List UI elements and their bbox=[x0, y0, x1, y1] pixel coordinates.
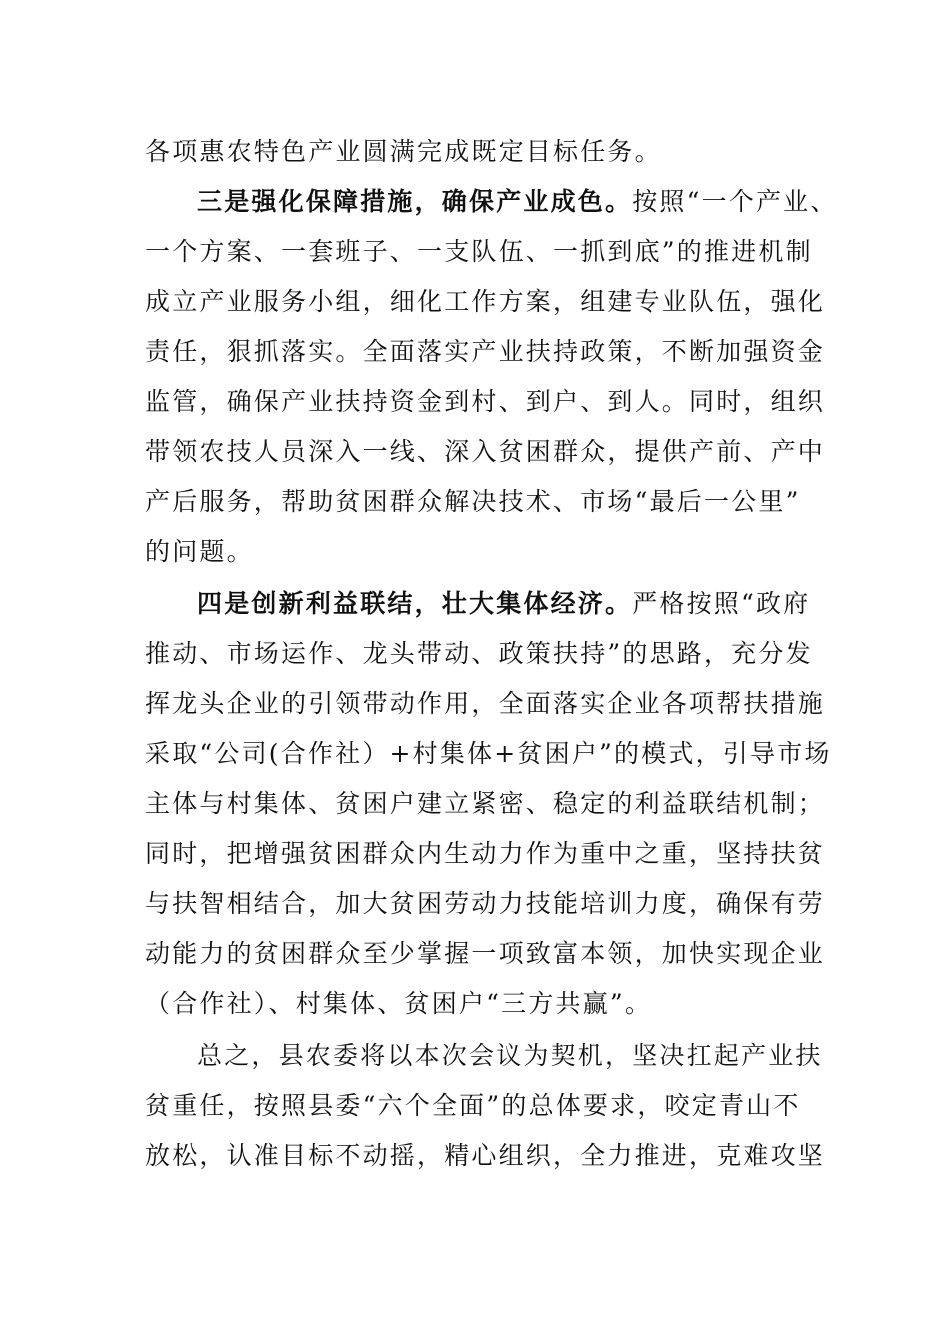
text-line: 产后服务，帮助贫困群众解决技术、市场“最后一公里” bbox=[145, 487, 801, 516]
paragraph-heading-line bbox=[197, 182, 838, 222]
text-line: 一个方案、一套班子、一支队伍、一抓到底”的推进机制 bbox=[145, 237, 813, 266]
text-line: 监管，确保产业扶持资金到村、到户、到人。同时，组织 bbox=[145, 387, 826, 416]
text-line: 主体与村集体、贫困户建立紧密、稳定的利益联结机制； bbox=[145, 789, 826, 818]
text-line: 推动、市场运作、龙头带动、政策扶持”的思路，充分发 bbox=[145, 639, 813, 668]
text-line: （合作社）、村集体、贫困户“三方共赢”。 bbox=[145, 989, 653, 1018]
text-line-rest: 按照“一个产业、 bbox=[632, 187, 838, 216]
text-line: 同时，把增强贫困群众内生动力作为重中之重，坚持扶贫 bbox=[145, 839, 826, 868]
text-line: 放松，认准目标不动摇，精心组织，全力推进，克难攻坚 bbox=[145, 1141, 826, 1170]
text-line: 与扶智相结合，加大贫困劳动力技能培训力度，确保有劳 bbox=[145, 889, 826, 918]
bold-heading: 四是创新利益联结，壮大集体经济。 bbox=[197, 589, 633, 618]
text-line: 总之，县农委将以本次会议为契机，坚决扛起产业扶 bbox=[197, 1041, 823, 1070]
text-line: 带领农技人员深入一线、深入贫困群众，提供产前、产中 bbox=[145, 437, 826, 466]
text-line: 挥龙头企业的引领带动作用，全面落实企业各项帮扶措施 bbox=[145, 689, 826, 718]
text-line: 的问题。 bbox=[145, 537, 254, 566]
bold-heading: 三是强化保障措施，确保产业成色。 bbox=[197, 187, 633, 216]
text-line: 各项惠农特色产业圆满完成既定目标任务。 bbox=[145, 137, 662, 166]
text-line: 采取“公司(合作社）+村集体+贫困户”的模式，引导市场 bbox=[145, 739, 832, 768]
text-line: 动能力的贫困群众至少掌握一项致富本领，加快实现企业 bbox=[145, 939, 826, 968]
text-line-rest: 严格按照“政府 bbox=[632, 589, 811, 618]
text-line: 责任，狠抓落实。全面落实产业扶持政策，不断加强资金 bbox=[145, 337, 826, 366]
paragraph-heading-line bbox=[197, 584, 825, 624]
text-line: 成立产业服务小组，细化工作方案，组建专业队伍，强化 bbox=[145, 287, 826, 316]
text-line: 贫重任，按照县委“六个全面”的总体要求，咬定青山不 bbox=[145, 1091, 801, 1120]
